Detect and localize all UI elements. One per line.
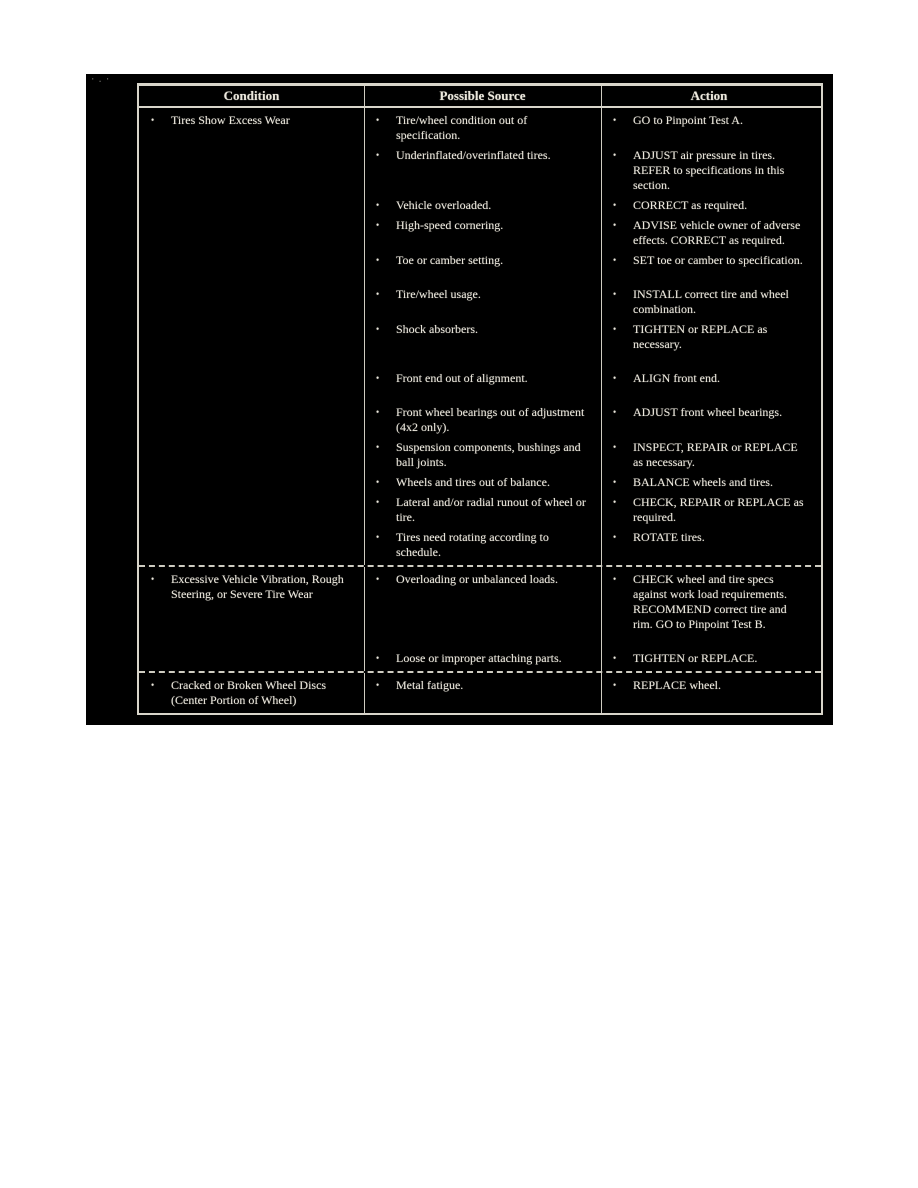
source-text: Front end out of alignment.	[396, 371, 528, 385]
bullet-icon: •	[613, 200, 617, 210]
bullet-icon: •	[376, 497, 380, 507]
bullet-icon: •	[376, 324, 380, 334]
column-divider	[601, 673, 602, 713]
source-text: Lateral and/or radial runout of wheel or tire.	[396, 495, 586, 524]
action-text: INSPECT, REPAIR or REPLACE as necessary.	[633, 440, 798, 469]
source-item	[364, 567, 601, 632]
source-text: High-speed cornering.	[396, 218, 504, 232]
action-item	[601, 352, 817, 386]
column-divider	[364, 108, 365, 565]
bullet-icon: •	[376, 477, 380, 487]
column-divider	[601, 567, 602, 671]
action-item	[601, 673, 817, 693]
source-text: Overloading or unbalanced loads.	[396, 572, 558, 586]
action-text: BALANCE wheels and tires.	[633, 475, 773, 489]
table-row	[139, 565, 821, 671]
source-item	[364, 193, 601, 213]
action-item	[601, 143, 817, 193]
condition-text: Tires Show Excess Wear	[171, 113, 290, 127]
source-text: Tires need rotating according to schedule.	[396, 530, 549, 559]
bullet-icon: •	[613, 255, 617, 265]
diagnostic-table	[137, 83, 823, 715]
pairs-grid	[364, 673, 817, 708]
bullet-icon: •	[613, 289, 617, 299]
action-text: INSTALL correct tire and wheel combination.	[633, 287, 789, 316]
bullet-icon: •	[376, 532, 380, 542]
pairs-grid	[364, 567, 817, 666]
action-text: ADJUST front wheel bearings.	[633, 405, 783, 419]
action-item	[601, 490, 817, 525]
action-text: CHECK, REPAIR or REPLACE as required.	[633, 495, 804, 524]
source-item	[364, 213, 601, 248]
source-item	[364, 470, 601, 490]
bullet-icon: •	[613, 442, 617, 452]
source-text: Suspension components, bushings and ball joints.	[396, 440, 581, 469]
action-text: TIGHTEN or REPLACE.	[633, 651, 758, 665]
bullet-icon: •	[376, 574, 380, 584]
condition-cell	[139, 567, 364, 666]
bullet-icon: •	[376, 407, 380, 417]
bullet-icon: •	[613, 220, 617, 230]
condition-text: Cracked or Broken Wheel Discs (Center Portion of Wheel)	[171, 678, 327, 707]
bullet-icon: •	[151, 115, 155, 125]
table-row	[139, 108, 821, 565]
bullet-icon: •	[613, 115, 617, 125]
action-item	[601, 435, 817, 470]
header-cell-condition: Condition	[223, 88, 280, 103]
bullet-icon: •	[613, 477, 617, 487]
source-item	[364, 248, 601, 268]
bullet-icon: •	[376, 220, 380, 230]
table-body	[139, 108, 821, 713]
action-item	[601, 248, 817, 268]
table-header-row	[139, 86, 821, 108]
condition-cell	[139, 673, 364, 708]
source-text: Vehicle overloaded.	[396, 198, 492, 212]
source-item	[364, 525, 601, 560]
bullet-icon: •	[613, 373, 617, 383]
bullet-icon: •	[613, 574, 617, 584]
action-text: ADJUST air pressure in tires. REFER to specifications in this section.	[633, 148, 785, 192]
condition-cell	[139, 108, 364, 560]
action-text: ALIGN front end.	[633, 371, 720, 385]
bullet-icon: •	[613, 532, 617, 542]
bullet-icon: •	[151, 680, 155, 690]
header-cell-possible-source: Possible Source	[439, 88, 526, 103]
bullet-icon: •	[613, 653, 617, 663]
scanned-page-panel	[86, 74, 833, 725]
source-text: Toe or camber setting.	[396, 253, 504, 267]
source-item	[364, 268, 601, 317]
source-item	[364, 490, 601, 525]
action-text: CHECK wheel and tire specs against work load requirements. RECOMMEND correct tire and rim. GO to Pinpoint Test B.	[633, 572, 787, 631]
bullet-icon: •	[376, 373, 380, 383]
bullet-icon: •	[613, 680, 617, 690]
action-item	[601, 108, 817, 143]
action-item	[601, 268, 817, 317]
action-item	[601, 193, 817, 213]
source-item	[364, 317, 601, 352]
column-divider	[364, 567, 365, 671]
column-divider	[601, 108, 602, 565]
column-divider	[601, 86, 602, 106]
source-item	[364, 673, 601, 693]
action-text: SET toe or camber to specification.	[633, 253, 803, 267]
source-item	[364, 108, 601, 143]
action-text: CORRECT as required.	[633, 198, 748, 212]
bullet-icon: •	[376, 150, 380, 160]
column-divider	[364, 673, 365, 713]
bullet-icon: •	[376, 289, 380, 299]
bullet-icon: •	[613, 324, 617, 334]
action-item	[601, 386, 817, 435]
bullet-icon: •	[613, 407, 617, 417]
source-text: Loose or improper attaching parts.	[396, 651, 562, 665]
bullet-icon: •	[376, 680, 380, 690]
source-text: Front wheel bearings out of adjustment (4x2 only).	[396, 405, 585, 434]
pairs-grid	[364, 108, 817, 560]
source-item	[364, 435, 601, 470]
header-cell-action: Action	[690, 88, 728, 103]
source-item	[364, 386, 601, 435]
bullet-icon: •	[613, 150, 617, 160]
table-row	[139, 671, 821, 713]
source-item	[364, 632, 601, 666]
bullet-icon: •	[613, 497, 617, 507]
condition-text: Excessive Vehicle Vibration, Rough Steering, or Severe Tire Wear	[171, 572, 344, 601]
source-text: Tire/wheel usage.	[396, 287, 481, 301]
action-item	[601, 317, 817, 352]
source-text: Underinflated/overinflated tires.	[396, 148, 551, 162]
action-item	[601, 567, 817, 632]
bullet-icon: •	[376, 115, 380, 125]
bullet-icon: •	[376, 442, 380, 452]
column-divider	[364, 86, 365, 106]
source-item	[364, 352, 601, 386]
action-item	[601, 632, 817, 666]
action-text: TIGHTEN or REPLACE as necessary.	[633, 322, 768, 351]
bullet-icon: •	[376, 200, 380, 210]
action-item	[601, 470, 817, 490]
scan-noise: ·.·	[90, 75, 113, 85]
bullet-icon: •	[151, 574, 155, 584]
bullet-icon: •	[376, 653, 380, 663]
source-text: Wheels and tires out of balance.	[396, 475, 550, 489]
action-text: ADVISE vehicle owner of adverse effects. CORRECT as required.	[633, 218, 801, 247]
source-item	[364, 143, 601, 193]
source-text: Metal fatigue.	[396, 678, 464, 692]
source-text: Tire/wheel condition out of specification.	[396, 113, 528, 142]
action-text: ROTATE tires.	[633, 530, 705, 544]
action-item	[601, 213, 817, 248]
action-item	[601, 525, 817, 560]
action-text: GO to Pinpoint Test A.	[633, 113, 743, 127]
bullet-icon: •	[376, 255, 380, 265]
source-text: Shock absorbers.	[396, 322, 478, 336]
action-text: REPLACE wheel.	[633, 678, 721, 692]
